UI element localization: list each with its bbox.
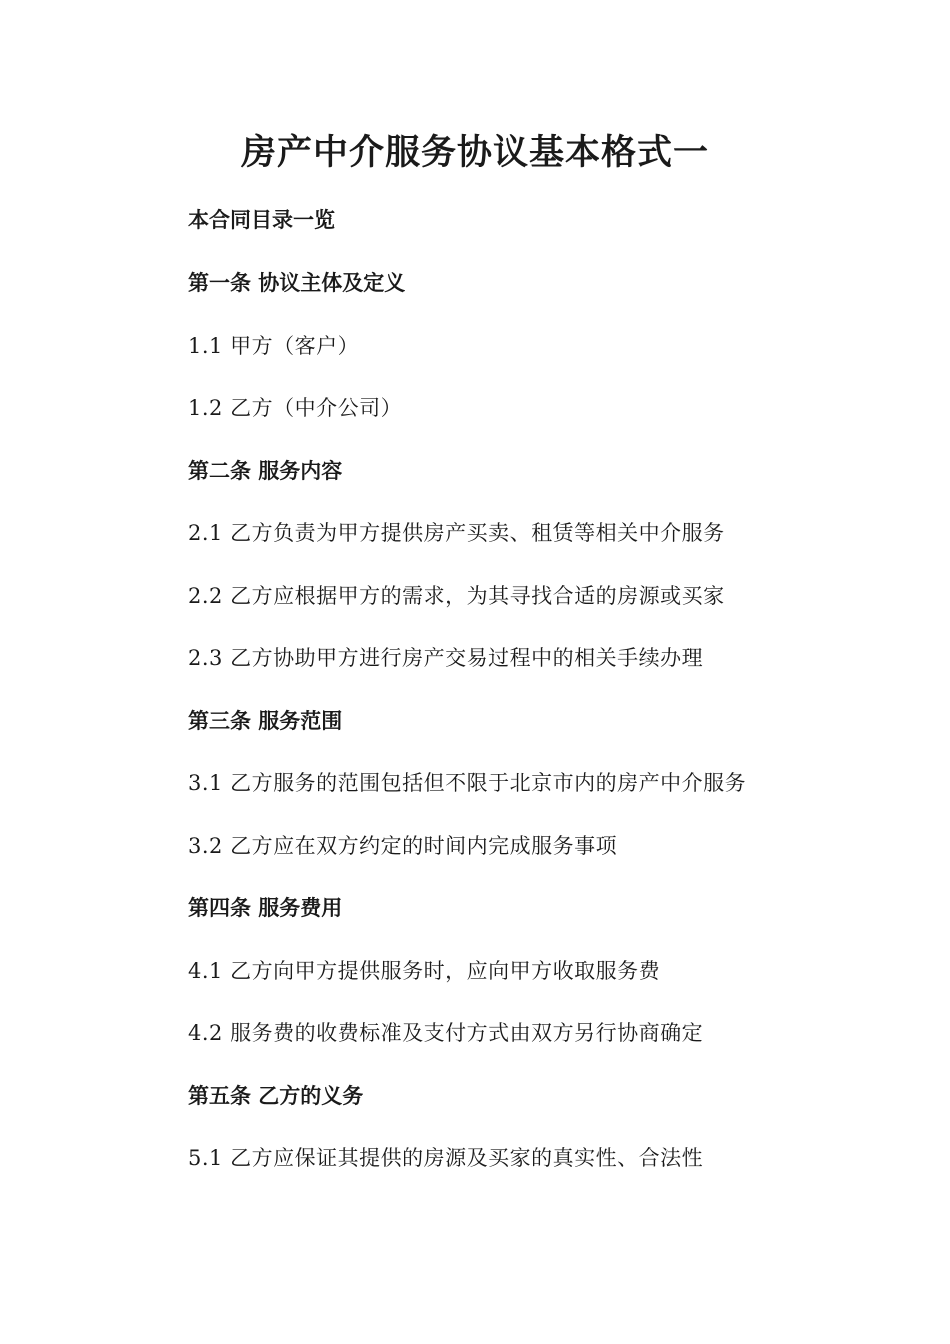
clause-item: 2.2 乙方应根据甲方的需求，为其寻找合适的房源或买家	[188, 584, 725, 608]
section-heading: 第二条 服务内容	[188, 459, 343, 483]
document-title: 房产中介服务协议基本格式一	[240, 132, 709, 173]
clause-item: 1.1 甲方（客户）	[188, 334, 360, 358]
clause-item: 4.1 乙方向甲方提供服务时，应向甲方收取服务费	[188, 959, 661, 983]
section-heading: 第四条 服务费用	[188, 896, 343, 920]
section-heading: 第一条 协议主体及定义	[188, 271, 406, 295]
clause-item: 1.2 乙方（中介公司）	[188, 396, 403, 420]
clause-item: 3.2 乙方应在双方约定的时间内完成服务事项	[188, 834, 618, 858]
clause-item: 4.2 服务费的收费标准及支付方式由双方另行协商确定	[188, 1021, 704, 1045]
clause-item: 2.3 乙方协助甲方进行房产交易过程中的相关手续办理	[188, 646, 704, 670]
section-heading: 第五条 乙方的义务	[188, 1084, 364, 1108]
clause-item: 3.1 乙方服务的范围包括但不限于北京市内的房产中介服务	[188, 771, 747, 795]
clause-item: 2.1 乙方负责为甲方提供房产买卖、租赁等相关中介服务	[188, 521, 725, 545]
toc-heading: 本合同目录一览	[188, 208, 335, 232]
clause-item: 5.1 乙方应保证其提供的房源及买家的真实性、合法性	[188, 1146, 704, 1170]
section-heading: 第三条 服务范围	[188, 709, 343, 733]
